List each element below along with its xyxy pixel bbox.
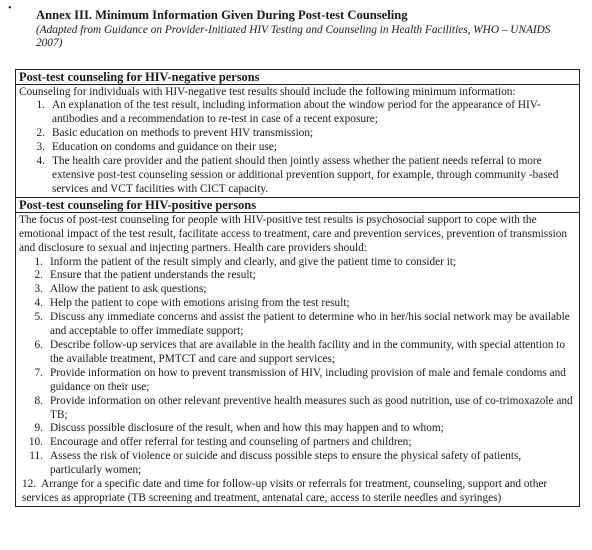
item-text: Inform the patient of the result simply and clearly, and give the patient time to consider it; [50,255,457,268]
list-item [16,311,573,339]
item-text: Basic education on methods to prevent HIV transmission; [52,127,314,140]
item-text: Discuss possible disclosure of the result, when and how this may happen and to whom; [50,422,444,435]
item-text: The health care provider and the patient should then jointly assess whether the patient needs referral to more extensive post-test counseling session or additional prevention support, for example, through community -based services and VCT facilities with CICT capacity. [52,154,559,195]
item-number: 11. [29,450,43,463]
item-number: 3. [36,141,45,154]
list-item [16,478,573,506]
counseling-table [15,69,580,507]
item-number: 8. [34,394,43,407]
item-text: Education on condoms and guidance on their use; [52,141,277,154]
section-heading-positive: Post-test counseling for HIV-positive persons [16,197,579,213]
item-text: Encourage and offer referral for testing and counseling of partners and children; [50,436,412,449]
item-number: 1. [34,255,43,268]
item-text: Provide information on other relevant preventive health measures such as good nutrition, use of co-trimoxazole and TB; [50,394,573,421]
item-text: Help the patient to cope with emotions arising from the test result; [50,297,350,310]
item-number: 9. [34,422,43,435]
list-item [16,283,573,297]
item-text: Ensure that the patient understands the result; [50,269,256,282]
bullet-mark: • [8,3,12,14]
annex-title: Annex III. Minimum Information Given During Post-test Counseling [36,8,408,22]
list-item [16,127,573,141]
item-number: 3. [34,283,43,296]
section-heading-negative: Post-test counseling for HIV-negative persons [16,70,579,85]
list-item [16,269,573,283]
list-item [16,141,573,155]
item-text: Provide information on how to prevent transmission of HIV, including provision of male and female condoms and guidance on their use; [50,366,566,393]
item-text: Describe follow-up services that are available in the health facility and in the community, with special attention to the available treatment, PMTCT and care and support services; [50,338,565,365]
item-number: 6. [34,338,43,351]
item-text: Arrange for a specific date and time for follow-up visits or referrals for treatment, counseling, support and other services as appropriate (TB screening and treatment, antenatal care, access to sterile needles and syringes) [22,478,548,504]
list-item [16,422,573,436]
item-number: 2. [36,127,45,140]
negative-item-list [16,99,579,196]
item-number: 10. [28,436,43,449]
list-item [16,367,573,395]
item-number: 4. [34,297,43,310]
list-item [16,256,573,270]
annex-subtitle: (Adapted from Guidance on Provider-Initiated HIV Testing and Counseling in Health Facilities, WHO – UNAIDS 2007) [36,24,551,49]
list-item [16,450,573,478]
item-number: 2. [34,269,43,282]
item-number: 7. [34,366,43,379]
item-text: Discuss any immediate concerns and assist the patient to determine who in her/his social network may be available and acceptable to offer immediate support; [50,311,570,338]
section-intro-positive: The focus of post-test counseling for people with HIV-positive test results is psychosocial support to cope with the emotional impact of the test result, facilitate access to treatment, care and prevention services, prevention of transmission and disclosure to sexual and injecting partners. Health care providers should: [19,213,568,255]
list-item [16,99,573,127]
section-intro-negative: Counseling for individuals with HIV-negative test results should include the following minimum information: [19,86,516,98]
item-number: 12. [22,478,37,491]
item-text: Assess the risk of violence or suicide and discuss possible steps to ensure the physical safety of patients, particularly women; [50,450,522,477]
positive-item-list [16,256,579,506]
item-text: An explanation of the test result, including information about the window period for the appearance of HIV-antibodies and a recommendation to re-test in case of a recent exposure; [52,99,541,126]
item-number: 5. [34,311,43,324]
list-item [16,339,573,367]
list-item [16,297,573,311]
item-text: Allow the patient to ask questions; [50,283,207,296]
list-item [16,436,573,450]
item-number: 4. [36,154,45,167]
item-number: 1. [36,99,45,112]
list-item [16,155,573,197]
list-item [16,395,573,423]
